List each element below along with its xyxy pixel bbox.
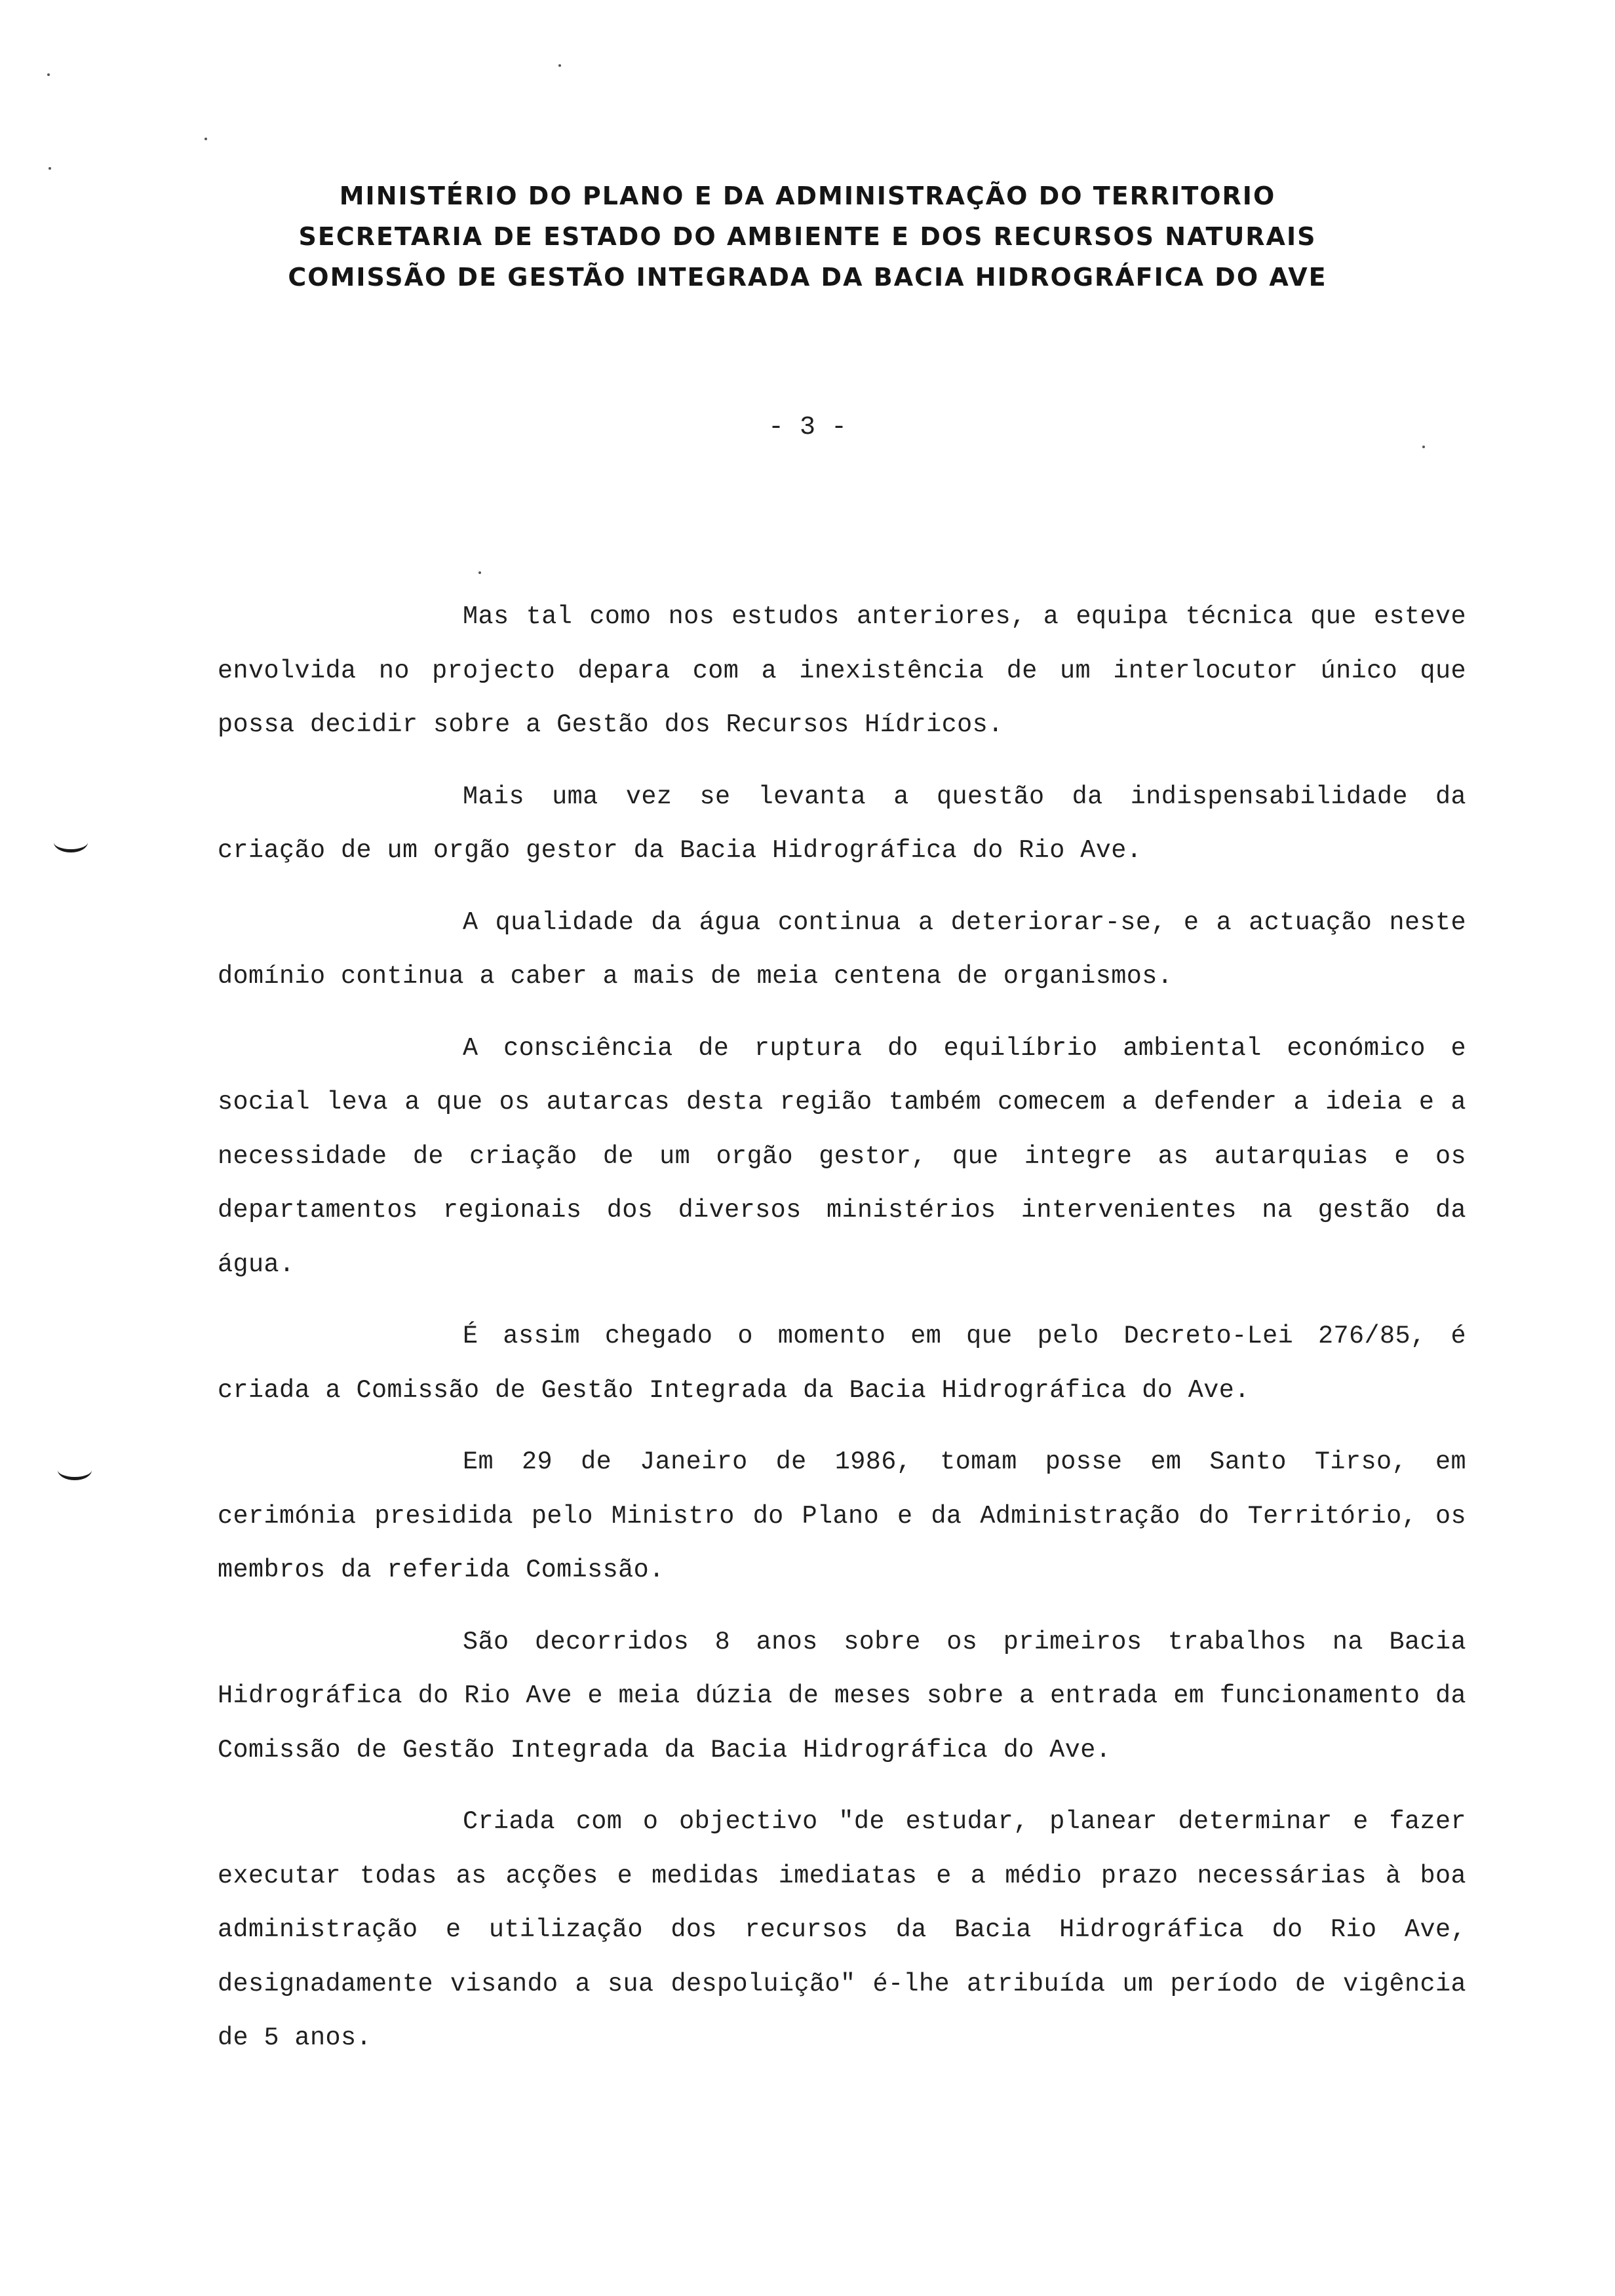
- letterhead: [0, 176, 1615, 297]
- scan-speck: [47, 73, 50, 76]
- letterhead-secretariat: SECRETARIA DE ESTADO DO AMBIENTE E DOS RECURSOS NATURAIS: [298, 222, 1317, 251]
- paragraph: É assim chegado o momento em que pelo Decreto-Lei 276/85, é criada a Comissão de Gestão Integrada da Bacia Hidrográfica do Ave.: [218, 1322, 1466, 1405]
- scan-speck: [204, 138, 207, 140]
- document-body: [218, 590, 1466, 2065]
- paragraph: Criada com o objectivo "de estudar, planear determinar e fazer executar todas as acções e medidas imediatas e a médio prazo necessárias à boa administração e utilização dos recursos da Bacia Hidrográfica do Rio Ave, designadamente visando a sua despoluição" é-lhe atribuída um período de vigência de 5 anos.: [218, 1807, 1466, 2052]
- scan-speck: [478, 571, 481, 574]
- scan-speck: [558, 64, 561, 67]
- paragraph: A consciência de ruptura do equilíbrio ambiental económico e social leva a que os autarcas desta região também comecem a defender a ideia e a necessidade de criação de um orgão gestor, que integre as autarquias e os departamentos regionais dos diversos ministérios intervenientes na gestão da água.: [218, 1033, 1466, 1279]
- paragraph: Mais uma vez se levanta a questão da indispensabilidade da criação de um orgão gestor da Bacia Hidrográfica do Rio Ave.: [218, 782, 1466, 865]
- scan-speck: [1422, 446, 1425, 448]
- paragraph: São decorridos 8 anos sobre os primeiros trabalhos na Bacia Hidrográfica do Rio Ave e meia dúzia de meses sobre a entrada em funcionamento da Comissão de Gestão Integrada da Bacia Hidrográfica do Ave.: [218, 1627, 1466, 1765]
- paragraph: Em 29 de Janeiro de 1986, tomam posse em Santo Tirso, em cerimónia presidida pelo Ministro do Plano e da Administração do Território, os membros da referida Comissão.: [218, 1447, 1466, 1584]
- scan-mark: [54, 832, 88, 852]
- paragraph: A qualidade da água continua a deteriorar-se, e a actuação neste domínio continua a caber a mais de meia centena de organismos.: [218, 908, 1466, 991]
- scan-speck: [49, 167, 51, 170]
- scan-mark: [58, 1460, 92, 1480]
- page-number: - 3 -: [768, 413, 847, 442]
- paragraph: Mas tal como nos estudos anteriores, a equipa técnica que esteve envolvida no projecto depara com a inexistência de um interlocutor único que possa decidir sobre a Gestão dos Recursos Hídricos.: [218, 602, 1466, 739]
- letterhead-commission: COMISSÃO DE GESTÃO INTEGRADA DA BACIA HIDROGRÁFICA DO AVE: [288, 263, 1327, 292]
- letterhead-ministry: MINISTÉRIO DO PLANO E DA ADMINISTRAÇÃO DO TERRITORIO: [339, 182, 1276, 210]
